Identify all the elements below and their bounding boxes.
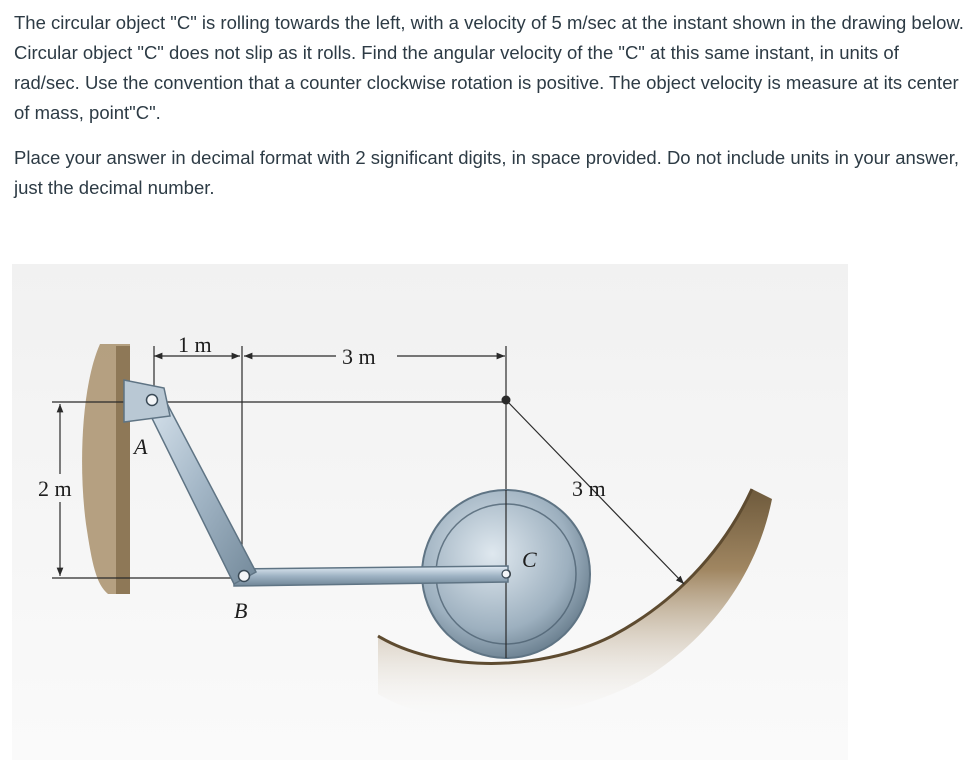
point-c-label: C — [522, 547, 537, 572]
dimension-2m-label: 2 m — [38, 476, 72, 501]
dimension-3m-radius-label: 3 m — [572, 476, 606, 501]
dimension-1m-label: 1 m — [178, 332, 212, 357]
pin-c — [502, 570, 510, 578]
link-bc — [234, 566, 508, 586]
point-a-label: A — [134, 434, 148, 459]
mechanism-diagram — [12, 264, 848, 760]
pin-b — [239, 571, 250, 582]
question-paragraph-2: Place your answer in decimal format with 2 significant digits, in space provided. Do not include units in your answer, just the decimal number. — [14, 147, 959, 198]
question-paragraph-1: The circular object "C" is rolling towards the left, with a velocity of 5 m/sec at the instant shown in the drawing below. Circular object "C" does not slip as it rolls. Find the angular velocity of the "C" at this same instant, in units of rad/sec. Use the convention that a counter clockwise rotation is positive. The object velocity is measure at its center of mass, point"C". — [14, 12, 964, 123]
pin-a — [147, 395, 158, 406]
mechanism-figure — [12, 264, 848, 760]
point-b-label: B — [234, 598, 248, 623]
dimension-3m-horizontal-label: 3 m — [342, 344, 376, 369]
curvature-center-point — [502, 396, 511, 405]
question-text — [14, 8, 969, 203]
